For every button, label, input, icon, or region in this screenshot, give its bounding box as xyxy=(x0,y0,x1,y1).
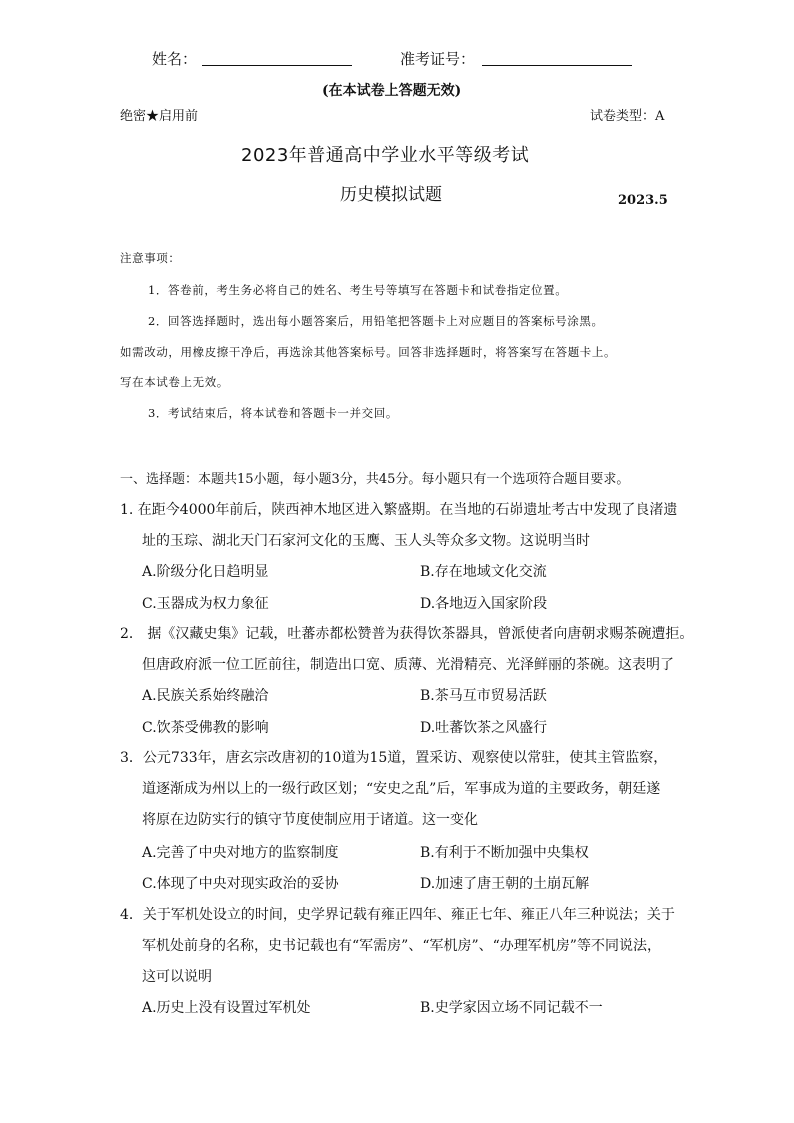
invalid-answer-note: (在本试卷上答题无效) xyxy=(322,83,462,99)
question-2-line: 2． 据《汉藏史集》记载，吐蕃赤都松赞普为获得饮茶器具，曾派使者向唐朝求赐茶碗遭拒。 xyxy=(120,626,694,642)
question-4-line: 军机处前身的名称，史书记载也有“军需房”、“军机房”、“办理军机房”等不同说法， xyxy=(142,938,661,954)
notice-item: 1．答卷前，考生务必将自己的姓名、考生号等填写在答题卡和试卷指定位置。 xyxy=(148,283,568,297)
exam-number-label: 准考证号： xyxy=(400,50,476,68)
question-3-line: 道逐渐成为州以上的一级行政区划；“安史之乱”后，军事成为道的主要政务，朝廷遂 xyxy=(142,781,661,797)
exam-subject-title: 历史模拟试题 xyxy=(340,185,442,205)
question-4-option-b[interactable]: B.史学家因立场不同记载不一 xyxy=(420,1000,603,1016)
question-3-line: 将原在边防实行的镇守节度使制应用于诸道。这一变化 xyxy=(142,812,478,828)
name-blank-line[interactable] xyxy=(202,65,352,66)
question-2-option-b[interactable]: B.茶马互市贸易活跃 xyxy=(420,688,547,704)
exam-title: 2023年普通高中学业水平等级考试 xyxy=(241,145,530,166)
question-4-line: 4．关于军机处设立的时间，史学界记载有雍正四年、雍正七年、雍正八年三种说法；关于 xyxy=(120,907,675,923)
question-1-option-a[interactable]: A.阶级分化日趋明显 xyxy=(142,564,269,580)
question-3-option-a[interactable]: A.完善了中央对地方的监察制度 xyxy=(142,845,339,861)
question-4-option-a[interactable]: A.历史上没有设置过军机处 xyxy=(142,1000,311,1016)
question-3-option-d[interactable]: D.加速了唐王朝的土崩瓦解 xyxy=(420,876,590,892)
paper-type: 试卷类型：A xyxy=(590,109,665,124)
question-2-option-a[interactable]: A.民族关系始终融洽 xyxy=(142,688,269,704)
question-3-line: 3．公元733年，唐玄宗改唐初的10道为15道，置采访、观察使以常驻，使其主管监察， xyxy=(120,750,668,766)
question-1-line: 址的玉琮、湖北天门石家河文化的玉鹰、玉人头等众多文物。这说明当时 xyxy=(142,533,590,549)
question-1-option-c[interactable]: C.玉器成为权力象征 xyxy=(142,596,269,612)
question-1-line: 1. 在距今4000年前后，陕西神木地区进入繁盛期。在当地的石峁遗址考古中发现了良渚遗 xyxy=(120,502,678,518)
name-label: 姓名： xyxy=(152,50,198,68)
question-2-option-c[interactable]: C.饮茶受佛教的影响 xyxy=(142,720,269,736)
question-1-option-d[interactable]: D.各地迈入国家阶段 xyxy=(420,596,548,612)
question-2-line: 但唐政府派一位工匠前往，制造出口宽、质薄、光滑精亮、光泽鲜丽的茶碗。这表明了 xyxy=(142,657,674,673)
secret-label: 绝密★启用前 xyxy=(120,109,199,124)
notice-heading: 注意事项： xyxy=(120,251,181,265)
question-3-option-b[interactable]: B.有利于不断加强中央集权 xyxy=(420,845,589,861)
question-3-option-c[interactable]: C.体现了中央对现实政治的妥协 xyxy=(142,876,339,892)
question-2-option-d[interactable]: D.吐蕃饮茶之风盛行 xyxy=(420,720,548,736)
question-1-option-b[interactable]: B.存在地域文化交流 xyxy=(420,564,547,580)
section-heading: 一、选择题：本题共15小题，每小题3分，共45分。每小题只有一个选项符合题目要求。 xyxy=(120,472,630,487)
notice-item: 2．回答选择题时，选出每小题答案后，用铅笔把答题卡上对应题目的答案标号涂黑。 xyxy=(148,314,604,328)
exam-number-blank-line[interactable] xyxy=(482,65,632,66)
notice-item: 3．考试结束后，将本试卷和答题卡一并交回。 xyxy=(148,406,398,420)
question-4-line: 这可以说明 xyxy=(142,969,212,985)
notice-item: 如需改动，用橡皮擦干净后，再选涂其他答案标号。回答非选择题时，将答案写在答题卡上。 xyxy=(120,345,617,359)
notice-item: 写在本试卷上无效。 xyxy=(120,375,229,389)
exam-date: 2023.5 xyxy=(618,193,668,208)
